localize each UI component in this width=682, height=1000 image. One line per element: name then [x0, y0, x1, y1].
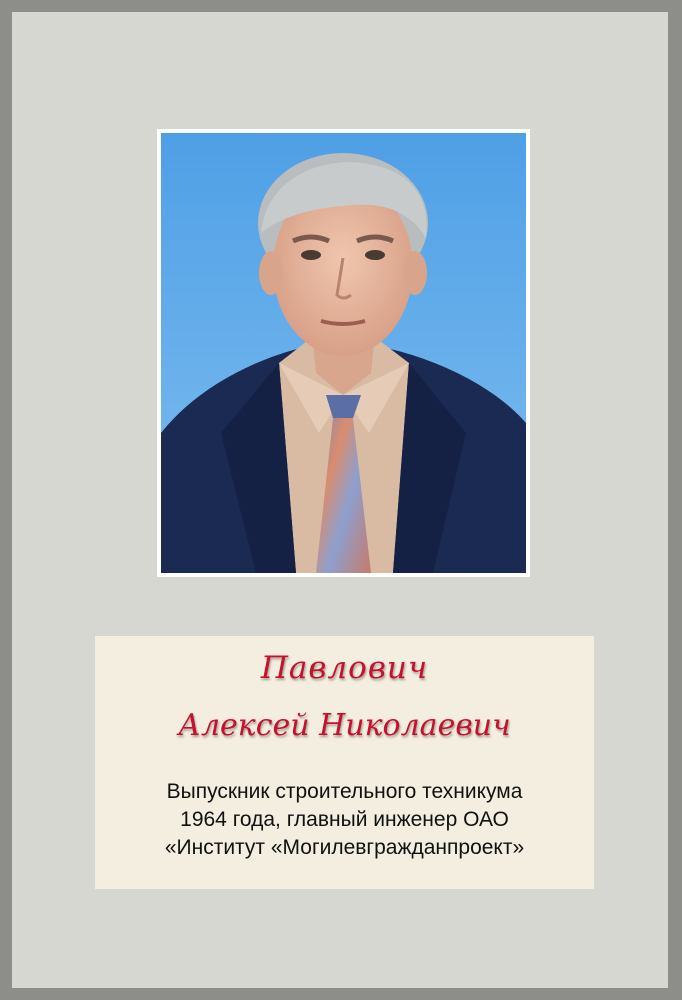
- portrait-photo: [161, 133, 526, 573]
- caption-plate: [95, 636, 594, 889]
- biography: [95, 778, 594, 862]
- bio-line: 1964 года, главный инженер ОАО: [180, 808, 509, 831]
- bio-line: Выпускник строительного техникума: [166, 780, 523, 803]
- given-names: Алексей Николаевич: [178, 708, 511, 743]
- photo-frame: [157, 129, 530, 577]
- bio-line: «Институт «Могилевгражданпроект»: [164, 836, 525, 859]
- surname: Павлович: [260, 650, 429, 686]
- memorial-card: [12, 12, 668, 988]
